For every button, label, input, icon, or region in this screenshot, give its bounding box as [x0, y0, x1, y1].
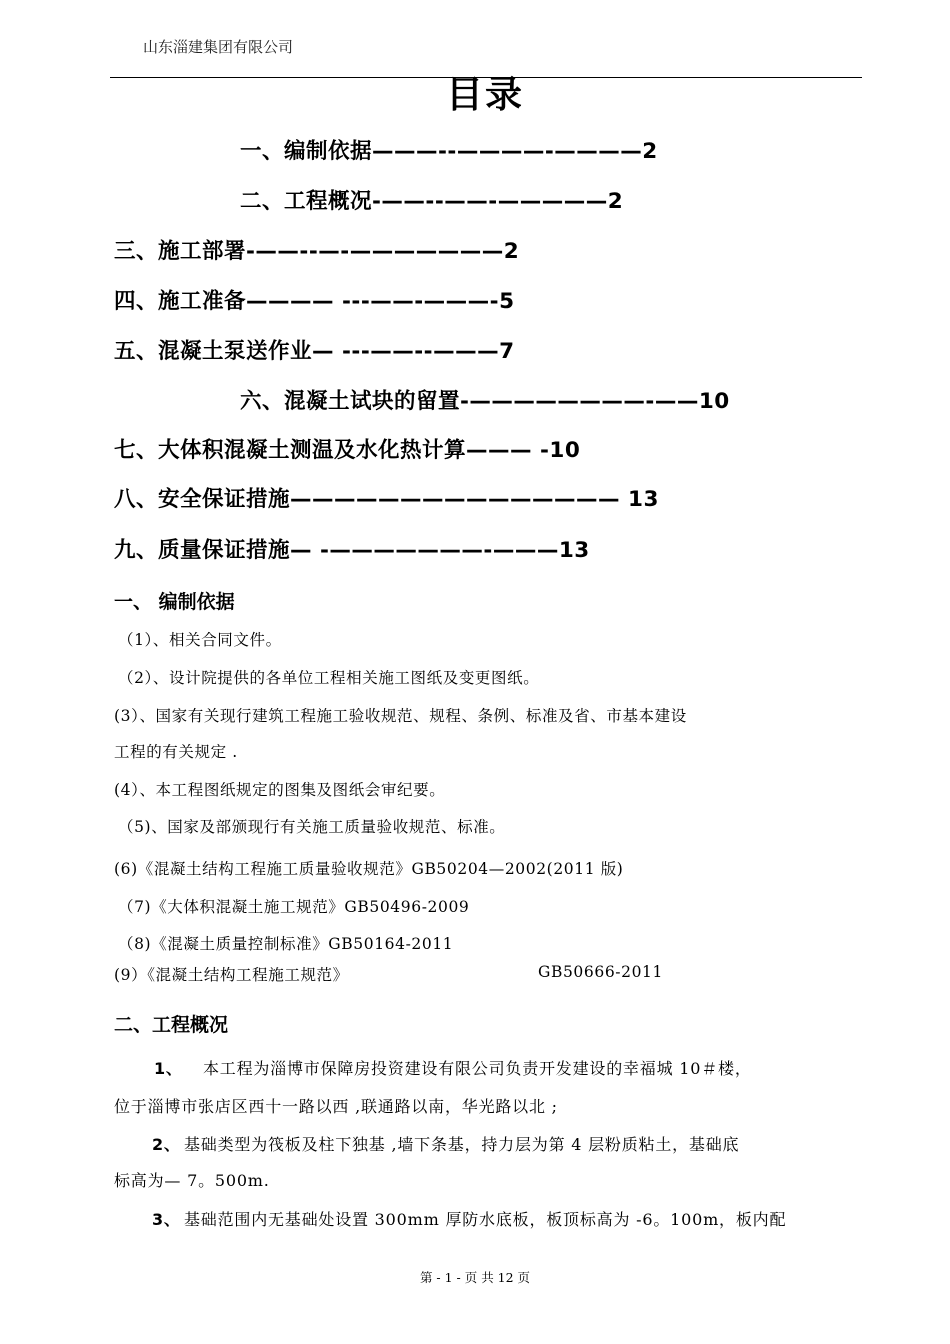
basis-item-2: （2）、设计院提供的各单位工程相关施工图纸及变更图纸。	[118, 669, 540, 687]
toc-entry-9[interactable]: 九、质量保证措施— -———————-———13	[114, 538, 590, 563]
overview-p3-line1: 基础范围内无基础处设置 300mm 厚防水底板，板顶标高为 -6。100m，板内配	[184, 1210, 787, 1229]
toc-entry-6[interactable]: 六、混凝土试块的留置-————————-——10	[240, 389, 730, 414]
basis-item-3: (3）、国家有关现行建筑工程施工验收规范、规程、条例、标准及省、市基本建设	[114, 707, 687, 725]
overview-p1-line2: 位于淄博市张店区西十一路以西 ,联通路以南，华光路以北 ;	[114, 1097, 558, 1116]
toc-entry-4[interactable]: 四、施工准备———— ---——-———-5	[114, 289, 515, 314]
toc-entry-5[interactable]: 五、混凝土泵送作业— ---——--———7	[114, 339, 515, 364]
basis-item-9: (9）《混凝土结构工程施工规范》	[114, 966, 349, 984]
toc-entry-7[interactable]: 七、大体积混凝土测温及水化热计算——— -10	[114, 438, 581, 463]
overview-p1-num: 1、	[154, 1059, 183, 1078]
overview-p2-num: 2、	[152, 1135, 181, 1154]
toc-entry-2[interactable]: 二、工程概况-——--——-—————2	[240, 189, 624, 214]
toc-entry-8[interactable]: 八、安全保证措施——————————————— 13	[114, 487, 659, 512]
basis-item-3-cont: 工程的有关规定 .	[114, 743, 238, 761]
basis-item-4: (4）、本工程图纸规定的图集及图纸会审纪要。	[114, 781, 446, 799]
overview-p1-line1: 本工程为淄博市保障房投资建设有限公司负责开发建设的幸福城 10＃楼，	[203, 1059, 752, 1078]
section-2-heading: 二、工程概况	[114, 1014, 229, 1036]
basis-item-6: (6)《混凝土结构工程施工质量验收规范》GB50204—2002(2011 版)	[114, 860, 624, 878]
section-1-heading: 一、 编制依据	[114, 591, 235, 613]
toc-entry-1[interactable]: 一、编制依据———--————-————2	[240, 139, 658, 164]
basis-item-1: （1）、相关合同文件。	[118, 631, 282, 649]
overview-p2-line1: 基础类型为筏板及柱下独基 ,墙下条基，持力层为第 4 层粉质粘土，基础底	[184, 1135, 740, 1154]
page-title: 目录	[446, 73, 524, 116]
basis-item-7: （7)《大体积混凝土施工规范》GB50496-2009	[118, 898, 470, 916]
basis-item-8: （8)《混凝土质量控制标准》GB50164-2011	[118, 935, 454, 953]
company-header: 山东淄建集团有限公司	[143, 38, 294, 56]
basis-item-5: （5)、国家及部颁现行有关施工质量验收规范、标准。	[118, 818, 506, 836]
page-footer: 第 - 1 - 页 共 12 页	[419, 1270, 531, 1285]
basis-item-9-code: GB50666-2011	[538, 963, 663, 981]
overview-p3-num: 3、	[152, 1210, 181, 1229]
overview-p2-line2: 标高为— 7。500m.	[114, 1171, 270, 1190]
toc-entry-3[interactable]: 三、施工部署-——--—-———————2	[114, 239, 520, 264]
